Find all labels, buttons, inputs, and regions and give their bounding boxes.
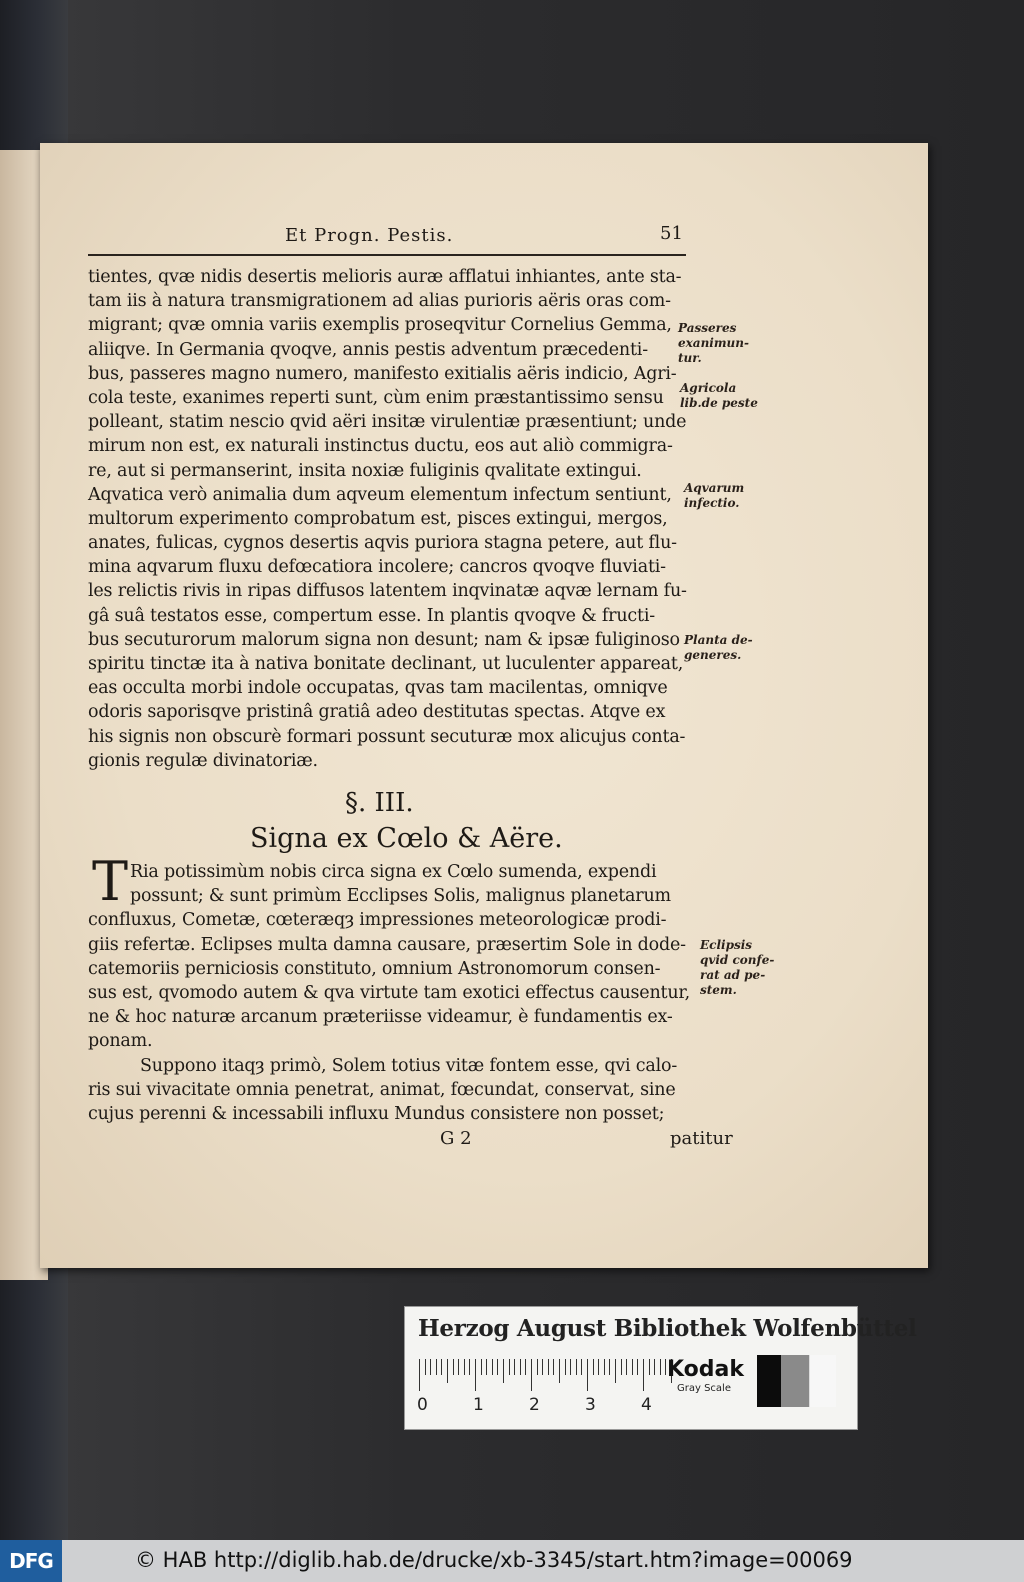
ruler-tick xyxy=(441,1359,442,1375)
text-line: sus est, qvomodo autem & qva virtute tam exotici effectus causentur, xyxy=(88,982,691,1003)
ruler-tick xyxy=(436,1359,437,1375)
gray-patch-black xyxy=(757,1355,781,1407)
ruler-tick xyxy=(492,1359,493,1375)
text-line: anates, fulicas, cygnos desertis aqvis puriora stagna petere, aut flu- xyxy=(88,533,677,554)
color-reference-card xyxy=(404,1306,917,1430)
ruler-tick xyxy=(509,1359,510,1375)
text-line: spiritu tinctæ ita à nativa bonitate declinant, ut luculenter appareat, xyxy=(88,654,684,674)
ruler-number: 0 xyxy=(417,1395,428,1415)
text-line: multorum experimento comprobatum est, pisces extingui, mergos, xyxy=(88,508,668,529)
gray-patch-white xyxy=(809,1355,836,1407)
text-line: odoris saporisqve pristinâ gratiâ adeo destitutas spectas. Atqve ex xyxy=(88,702,666,723)
ruler-tick xyxy=(548,1359,549,1375)
gray-patch-mid xyxy=(781,1355,809,1407)
margin-note-planta: Planta de- generes. xyxy=(684,633,753,662)
ruler-tick xyxy=(660,1359,661,1375)
body-text-block-2 xyxy=(88,860,738,1126)
ruler-tick xyxy=(425,1359,426,1375)
library-name: Herzog August Bibliothek Wolfenbüttel xyxy=(418,1315,917,1342)
text-line: Aqvatica verò animalia dum aqveum elementum infectum sentiunt, xyxy=(88,484,672,505)
text-line: bus, passeres magno numero, manifesto exitialis aëris indicio, Agri- xyxy=(88,363,677,384)
text-line: possunt; & sunt primùm Ecclipses Solis, malignus planetarum xyxy=(130,886,671,907)
page-footer-line xyxy=(88,1128,738,1150)
ruler-number: 4 xyxy=(641,1395,652,1415)
ruler-tick xyxy=(593,1359,594,1375)
header-rule xyxy=(88,254,686,256)
margin-note-passeres: Passeres exanimun- tur. xyxy=(678,321,749,365)
ruler-tick xyxy=(458,1359,459,1375)
text-line: mina aqvarum fluxu defœcatiora incolere; cancros qvoqve fluviati- xyxy=(88,557,666,578)
ruler-tick xyxy=(604,1359,605,1375)
ruler-number: 1 xyxy=(473,1395,484,1415)
ruler-tick xyxy=(481,1359,482,1375)
text-line: ris sui vivacitate omnia penetrat, animat, fœcundat, conservat, sine xyxy=(88,1079,676,1100)
text-line: Suppono itaqȝ primò, Solem totius vitæ fontem esse, qvi calo- xyxy=(140,1055,678,1076)
ruler-tick xyxy=(503,1359,504,1383)
text-line: cujus perenni & incessabili influxu Mundus consistere non posset; xyxy=(88,1103,665,1124)
body-text-block-1 xyxy=(88,265,728,773)
ruler-tick xyxy=(576,1359,577,1375)
ruler-tick xyxy=(632,1359,633,1375)
text-line: re, aut si permanserint, insita noxiæ fuliginis qvalitate extingui. xyxy=(88,460,642,481)
text-line: Ria potissimùm nobis circa signa ex Cœlo sumenda, expendi xyxy=(130,862,657,882)
text-line: giis refertæ. Eclipses multa damna causare, præsertim Sole in dode- xyxy=(88,934,686,955)
text-line: his signis non obscurè formari possunt secuturæ mox alicujus conta- xyxy=(88,726,686,747)
ruler-tick xyxy=(430,1359,431,1375)
ruler-number: 2 xyxy=(529,1395,540,1415)
signature-mark: G 2 xyxy=(440,1128,472,1149)
ruler-tick xyxy=(609,1359,610,1375)
ruler-tick xyxy=(643,1359,644,1391)
text-line: polleant, statim nescio qvid aëri insitæ virulentiæ præsentiunt; unde xyxy=(88,412,687,433)
ruler-tick xyxy=(581,1359,582,1375)
catchword: patitur xyxy=(670,1128,733,1149)
margin-note-agricola: Agricola lib.de peste xyxy=(680,381,758,410)
ruler-tick xyxy=(587,1359,588,1391)
ruler-tick xyxy=(637,1359,638,1375)
text-line: cola teste, exanimes reperti sunt, cùm enim præstantissimo sensu xyxy=(88,387,664,408)
ruler-tick xyxy=(542,1359,543,1375)
ruler-tick xyxy=(453,1359,454,1375)
ruler-tick xyxy=(537,1359,538,1375)
text-line: ponam. xyxy=(88,1031,153,1052)
ruler-tick xyxy=(626,1359,627,1375)
ruler-tick xyxy=(419,1359,420,1391)
section-title: Signa ex Cœlo & Aëre. xyxy=(250,823,563,854)
text-line: tam iis à natura transmigrationem ad alias purioris aëris oras com- xyxy=(88,291,671,312)
gray-scale-label: Gray Scale xyxy=(677,1383,731,1394)
dfg-logo: DFG xyxy=(0,1540,62,1582)
text-line: gâ suâ testatos esse, compertum esse. In plantis qvoqve & fructi- xyxy=(88,605,655,626)
kodak-logo: Kodak xyxy=(667,1357,744,1382)
ruler-tick xyxy=(514,1359,515,1375)
margin-note-eclipsis: Eclipsis qvid confe- rat ad pe- stem. xyxy=(700,938,775,997)
ruler-tick xyxy=(598,1359,599,1375)
ruler-number: 3 xyxy=(585,1395,596,1415)
text-line: tientes, qvæ nidis desertis melioris auræ afflatui inhiantes, ante sta- xyxy=(88,267,682,287)
text-line: aliiqve. In Germania qvoqve, annis pestis adventum præcedenti- xyxy=(88,339,648,360)
text-line: migrant; qvæ omnia variis exemplis prosеqvitur Cornelius Gemma, xyxy=(88,315,672,336)
ruler-tick xyxy=(621,1359,622,1375)
credit-link[interactable]: © HAB http://diglib.hab.de/drucke/xb-3345/start.htm?image=00069 xyxy=(135,1548,853,1572)
text-line: gionis regulæ divinatoriæ. xyxy=(88,750,318,771)
text-line: catemoriis perniciosis constituto, omnium Astronomorum consen- xyxy=(88,958,661,979)
footer-bar xyxy=(0,1540,1024,1582)
page-number: 51 xyxy=(660,223,683,244)
section-number: §. III. xyxy=(345,788,414,818)
ruler-tick xyxy=(469,1359,470,1375)
text-line: les relictis rivis in ripas diffusos latentem inqvinatæ aqvæ lernam fu- xyxy=(88,581,687,602)
ruler-tick xyxy=(570,1359,571,1375)
margin-note-aqvarum: Aqvarum infectio. xyxy=(684,481,745,510)
ruler-tick xyxy=(497,1359,498,1375)
ruler-tick xyxy=(531,1359,532,1391)
ruler-tick xyxy=(553,1359,554,1375)
ruler-tick xyxy=(615,1359,616,1383)
ruler-tick xyxy=(654,1359,655,1375)
ruler-tick xyxy=(525,1359,526,1375)
text-line: eas occulta morbi indole occupatas, qvas tam macilentas, omniqve xyxy=(88,678,668,699)
text-line: confluxus, Cometæ, cœteræqȝ impressiones meteorologicæ prodi- xyxy=(88,910,667,931)
ruler-tick xyxy=(649,1359,650,1375)
text-line: ne & hoc naturæ arcanum præteriisse videamur, è fundamentis ex- xyxy=(88,1007,673,1028)
ruler-scale xyxy=(419,1359,654,1391)
book-page xyxy=(40,143,928,1268)
ruler-tick xyxy=(565,1359,566,1375)
running-head: Et Progn. Pestis. xyxy=(285,225,454,246)
text-line: mirum non est, ex naturali instinctus ductu, eos aut aliò commigra- xyxy=(88,436,673,457)
ruler-tick xyxy=(447,1359,448,1383)
ruler-tick xyxy=(520,1359,521,1375)
ruler-tick xyxy=(486,1359,487,1375)
drop-cap: T xyxy=(92,850,129,913)
ruler-tick xyxy=(464,1359,465,1375)
text-line: bus secuturorum malorum signa non desunt; nam & ipsæ fuliginoso xyxy=(88,629,680,650)
ruler-tick xyxy=(559,1359,560,1383)
ruler-tick xyxy=(475,1359,476,1391)
